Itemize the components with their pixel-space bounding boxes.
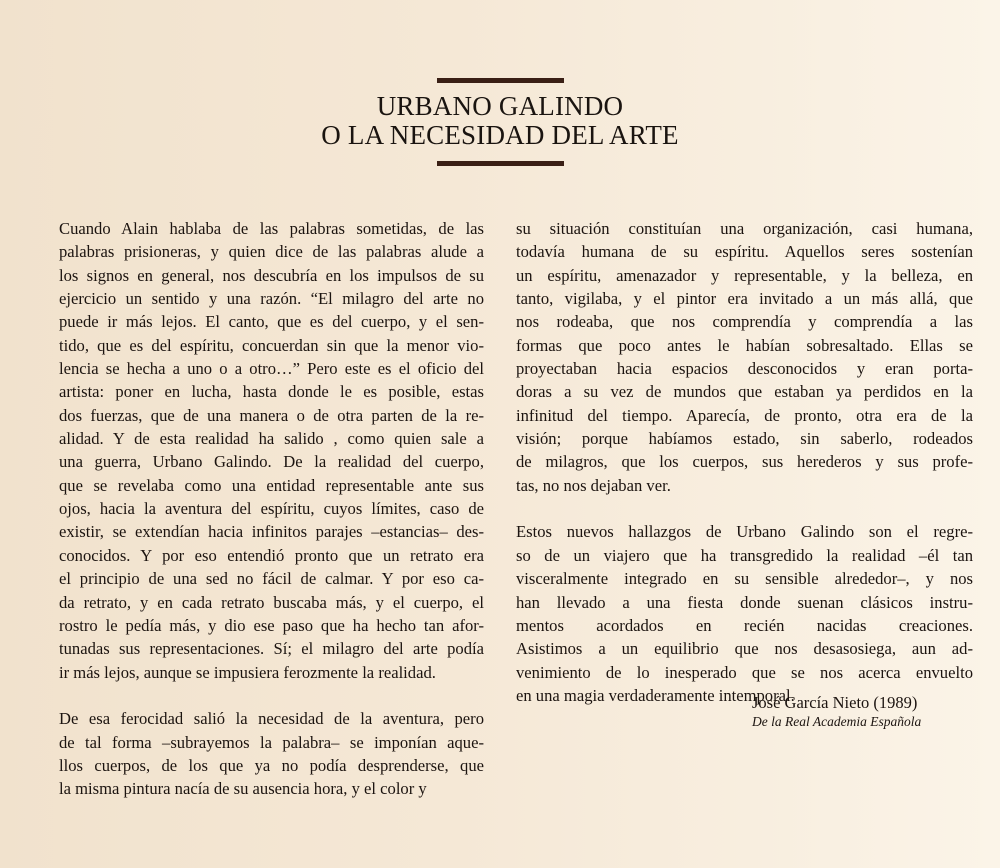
- text-line: formas que poco antes le habían sobresaltado. Ellas se: [516, 335, 973, 355]
- title-line-1: URBANO GALINDO: [376, 91, 624, 121]
- text-line: ir más lejos, aunque se impusiera ferozmente la realidad.: [59, 662, 436, 682]
- text-line: su situación constituían una organización, casi humana,: [516, 219, 973, 238]
- text-line: llos cuerpos, de los que ya no podía desprenderse, que: [59, 755, 484, 775]
- text-line: Cuando Alain hablaba de las palabras sometidas, de las: [59, 219, 484, 238]
- text-line: los signos en general, nos descubría en los impulsos de su: [59, 265, 484, 285]
- paragraph: [516, 217, 973, 497]
- text-line: que se revelaba como una entidad representable ante sus: [59, 475, 484, 495]
- text-line: artista: poner en lucha, hasta donde le es posible, estas: [59, 382, 484, 402]
- left-column: [59, 217, 484, 824]
- text-line: conocidos. Y por eso entendió pronto que un retrato era: [59, 545, 484, 565]
- paragraph: [59, 707, 484, 800]
- text-line: ojos, hacia la aventura del espíritu, cuyos límites, caso de: [59, 499, 484, 519]
- text-line: tanto, vigilaba, y el pintor era invitado a un más allá, que: [516, 289, 973, 309]
- text-line: De esa ferocidad salió la necesidad de la aventura, pero: [59, 709, 484, 729]
- text-line: alidad. Y de esta realidad ha salido , como quien sale a: [59, 429, 484, 449]
- text-line: de tal forma –subrayemos la palabra– se imponían aque-: [59, 732, 484, 752]
- text-line: de milagros, que los cuerpos, sus herederos y sus profe-: [516, 452, 973, 472]
- text-line: venimiento de lo inesperado que se nos acerca envuelto: [516, 662, 973, 682]
- text-line: tunadas sus representaciones. Sí; el milagro del arte podía: [59, 639, 484, 659]
- text-line: una guerra, Urbano Galindo. De la realidad del cuerpo,: [59, 452, 484, 472]
- text-line: tido, que es del espíritu, concuerdan sin que la menor vio-: [59, 335, 484, 355]
- text-line: Asistimos a un equilibrio que nos desasosiega, aun ad-: [516, 639, 973, 659]
- text-line: han llevado a una fiesta donde suenan clásicos instru-: [516, 592, 973, 612]
- text-line: el principio de una sed no fácil de calmar. Y por eso ca-: [59, 569, 484, 589]
- text-line: existir, se extendían hacia infinitos parajes –estancias– des-: [59, 522, 484, 542]
- text-line: Estos nuevos hallazgos de Urbano Galindo son el regre-: [516, 522, 973, 542]
- text-line: da retrato, y en cada retrato buscaba más, y el cuerpo, el: [59, 592, 484, 612]
- text-line: nos rodeaba, que nos comprendía y comprendía a las: [516, 312, 973, 332]
- paragraph: [516, 520, 973, 707]
- text-line: tas, no nos dejaban ver.: [516, 475, 671, 495]
- text-line: proyectaban hacia espacios desconocidos y eran porta-: [516, 359, 973, 379]
- title-rule-bottom: [437, 161, 564, 166]
- author-name: José García Nieto (1989): [752, 693, 918, 712]
- text-line: en una magia verdaderamente intemporal.: [516, 685, 795, 705]
- author-affiliation: De la Real Academia Española: [752, 714, 922, 729]
- text-line: la misma pintura nacía de su ausencia hora, y el color y: [59, 779, 427, 799]
- text-line: so de un viajero que ha transgredido la realidad –él tan: [516, 545, 973, 565]
- text-line: visión; porque habíamos estado, sin saberlo, rodeados: [516, 429, 973, 449]
- text-line: visceralmente integrado en su sensible alrededor–, y nos: [516, 569, 973, 589]
- text-line: un espíritu, amenazador y representable, y la belleza, en: [516, 265, 973, 285]
- text-line: todavía humana de su espíritu. Aquellos seres sostenían: [516, 242, 973, 262]
- paragraph: [59, 217, 484, 684]
- text-line: palabras prisioneras, y quien dice de las palabras alude a: [59, 242, 484, 262]
- text-line: dos fuerzas, que de una manera o de otra parten de la re-: [59, 405, 484, 425]
- text-line: lencia se hecha a uno o a otro…” Pero este es el oficio del: [59, 359, 484, 379]
- text-line: puede ir más lejos. El canto, que es del cuerpo, y el sen-: [59, 312, 484, 332]
- text-line: infinitud del tiempo. Aparecía, de pronto, otra era de la: [516, 405, 973, 425]
- right-column: [516, 217, 973, 731]
- page-title: [0, 92, 1000, 150]
- signature: [752, 693, 921, 730]
- text-line: mentos acordados en recién nacidas creaciones.: [516, 615, 973, 635]
- title-rule-top: [437, 78, 564, 83]
- text-line: doras a su vez de mundos que estaban ya perdidos en la: [516, 382, 973, 402]
- text-line: rostro le pedía más, y dio ese paso que ha hecho tan afor-: [59, 615, 484, 635]
- title-line-2: O LA NECESIDAD DEL ARTE: [321, 120, 679, 150]
- text-line: ejercicio un sentido y una razón. “El milagro del arte no: [59, 289, 484, 309]
